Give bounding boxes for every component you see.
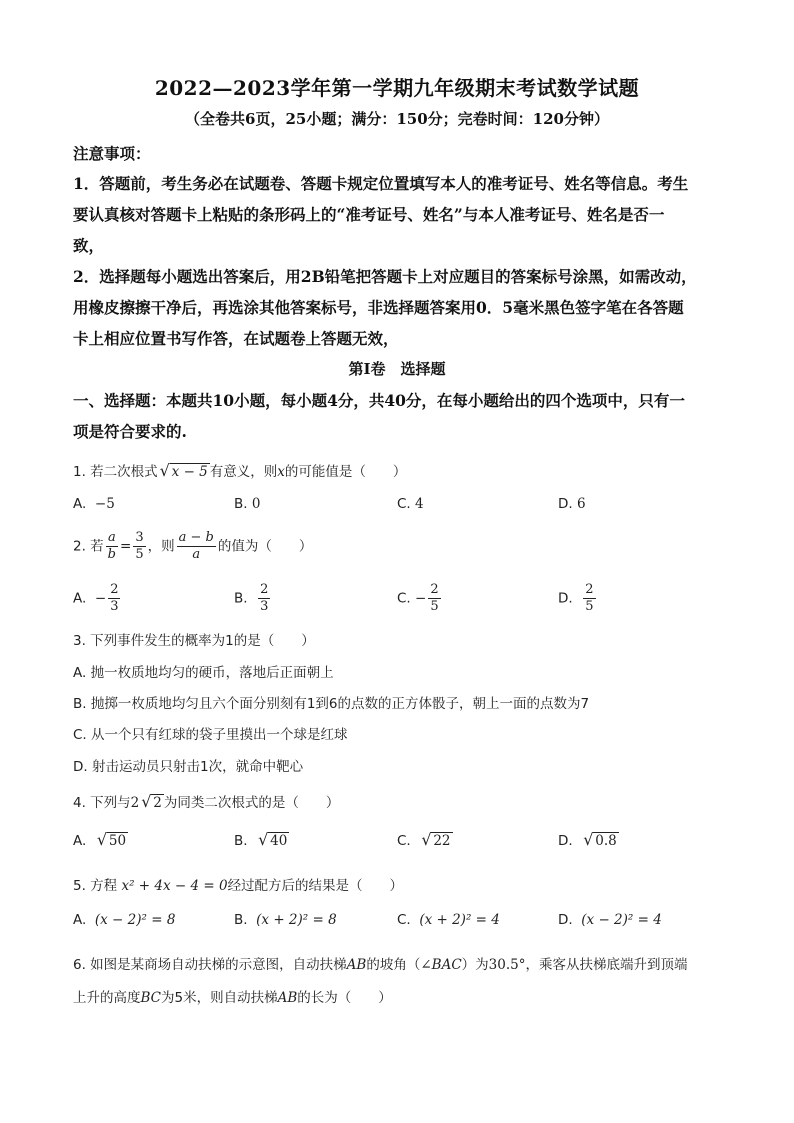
question-2-stem: 2. 若 $\frac{a}{b}$ = $\frac{3}{5}$ ，则 $\frac{a - b}{a}$ 的值为（ ） bbox=[73, 530, 313, 562]
option-c: C. 从一个只有红球的袋子里摸出一个球是红球 bbox=[73, 727, 348, 743]
option-d: D. √ 0.8 bbox=[558, 830, 617, 849]
question-1-stem: 1. 若二次根式 √ x − 5 有意义，则x的可能值是（ ） bbox=[73, 461, 407, 480]
section-intro: 一、选择题：本题共10小题，每小题4分，共40分，在每小题给出的四个选项中，只有一 bbox=[73, 391, 685, 410]
option-c: C. √ 22 bbox=[397, 830, 451, 849]
page-title: 2022—2023学年第一学期九年级期末考试数学试题 bbox=[154, 76, 640, 100]
option-a: A. 抛一枚质地均匀的硬币，落地后正面朝上 bbox=[73, 665, 334, 681]
section-intro: 项是符合要求的. bbox=[73, 422, 187, 441]
option-c: C. (x + 2)² = 4 bbox=[397, 912, 500, 928]
option-b: B. 0 bbox=[234, 496, 261, 512]
question-6-stem: 6. 如图是某商场自动扶梯的示意图，自动扶梯AB的坡角（∠BAC）为30.5°，乘客从扶梯底端升到顶端 bbox=[73, 957, 688, 973]
radical: √ 2 bbox=[141, 792, 162, 811]
question-5-stem: 5. 方程 x² + 4x − 4 = 0经过配方后的结果是（ ） bbox=[73, 878, 404, 894]
page-subtitle: （全卷共6页，25小题；满分：150分；完卷时间：120分钟） bbox=[185, 110, 609, 128]
option-c: C. − $\frac{2}{5}$ bbox=[397, 582, 439, 614]
option-a: A. − $\frac{2}{3}$ bbox=[73, 582, 119, 614]
notice-line: 要认真核对答题卡上粘贴的条形码上的“准考证号、姓名”与本人准考证号、姓名是否一 bbox=[73, 205, 665, 224]
option-d: D. $\frac{2}{5}$ bbox=[558, 582, 594, 614]
option-b: B. 抛掷一枚质地均匀且六个面分别刻有1到6的点数的正方体骰子，朝上一面的点数为7 bbox=[73, 696, 590, 712]
option-a: A. √ 50 bbox=[73, 830, 127, 849]
notice-line: 2．选择题每小题选出答案后，用2B铅笔把答题卡上对应题目的答案标号涂黑，如需改动， bbox=[73, 267, 697, 286]
fraction: $\frac{a - b}{a}$ bbox=[178, 530, 214, 562]
option-b: B. $\frac{2}{3}$ bbox=[234, 582, 269, 614]
question-4-stem: 4. 下列与2 √ 2 为同类二次根式的是（ ） bbox=[73, 792, 340, 811]
option-b: B. (x + 2)² = 8 bbox=[234, 912, 337, 928]
notice-line: 1．答题前，考生务必在试题卷、答题卡规定位置填写本人的准考证号、姓名等信息。考生 bbox=[73, 174, 689, 193]
section-heading: 第Ⅰ卷 选择题 bbox=[348, 360, 446, 378]
option-d: D. 射击运动员只射击1次，就命中靶心 bbox=[73, 759, 304, 775]
option-b: B. √ 40 bbox=[234, 830, 288, 849]
fraction: $\frac{a}{b}$ bbox=[107, 530, 116, 562]
notice-line: 致， bbox=[73, 236, 105, 255]
radical: √ x − 5 bbox=[159, 461, 208, 480]
question-6-stem-cont: 上升的高度BC为5米，则自动扶梯AB的长为（ ） bbox=[73, 990, 392, 1006]
question-3-stem: 3. 下列事件发生的概率为1的是（ ） bbox=[73, 633, 315, 649]
option-d: D. 6 bbox=[558, 496, 586, 512]
option-a: A. −5 bbox=[73, 496, 115, 512]
notice-line: 用橡皮擦擦干净后，再选涂其他答案标号，非选择题答案用0．5毫米黑色签字笔在各答题 bbox=[73, 298, 684, 317]
notice-heading: 注意事项： bbox=[73, 144, 151, 163]
option-c: C. 4 bbox=[397, 496, 424, 512]
option-a: A. (x − 2)² = 8 bbox=[73, 912, 176, 928]
notice-line: 卡上相应位置书写作答，在试题卷上答题无效， bbox=[73, 329, 399, 348]
option-d: D. (x − 2)² = 4 bbox=[558, 912, 662, 928]
fraction: $\frac{3}{5}$ bbox=[135, 530, 144, 562]
